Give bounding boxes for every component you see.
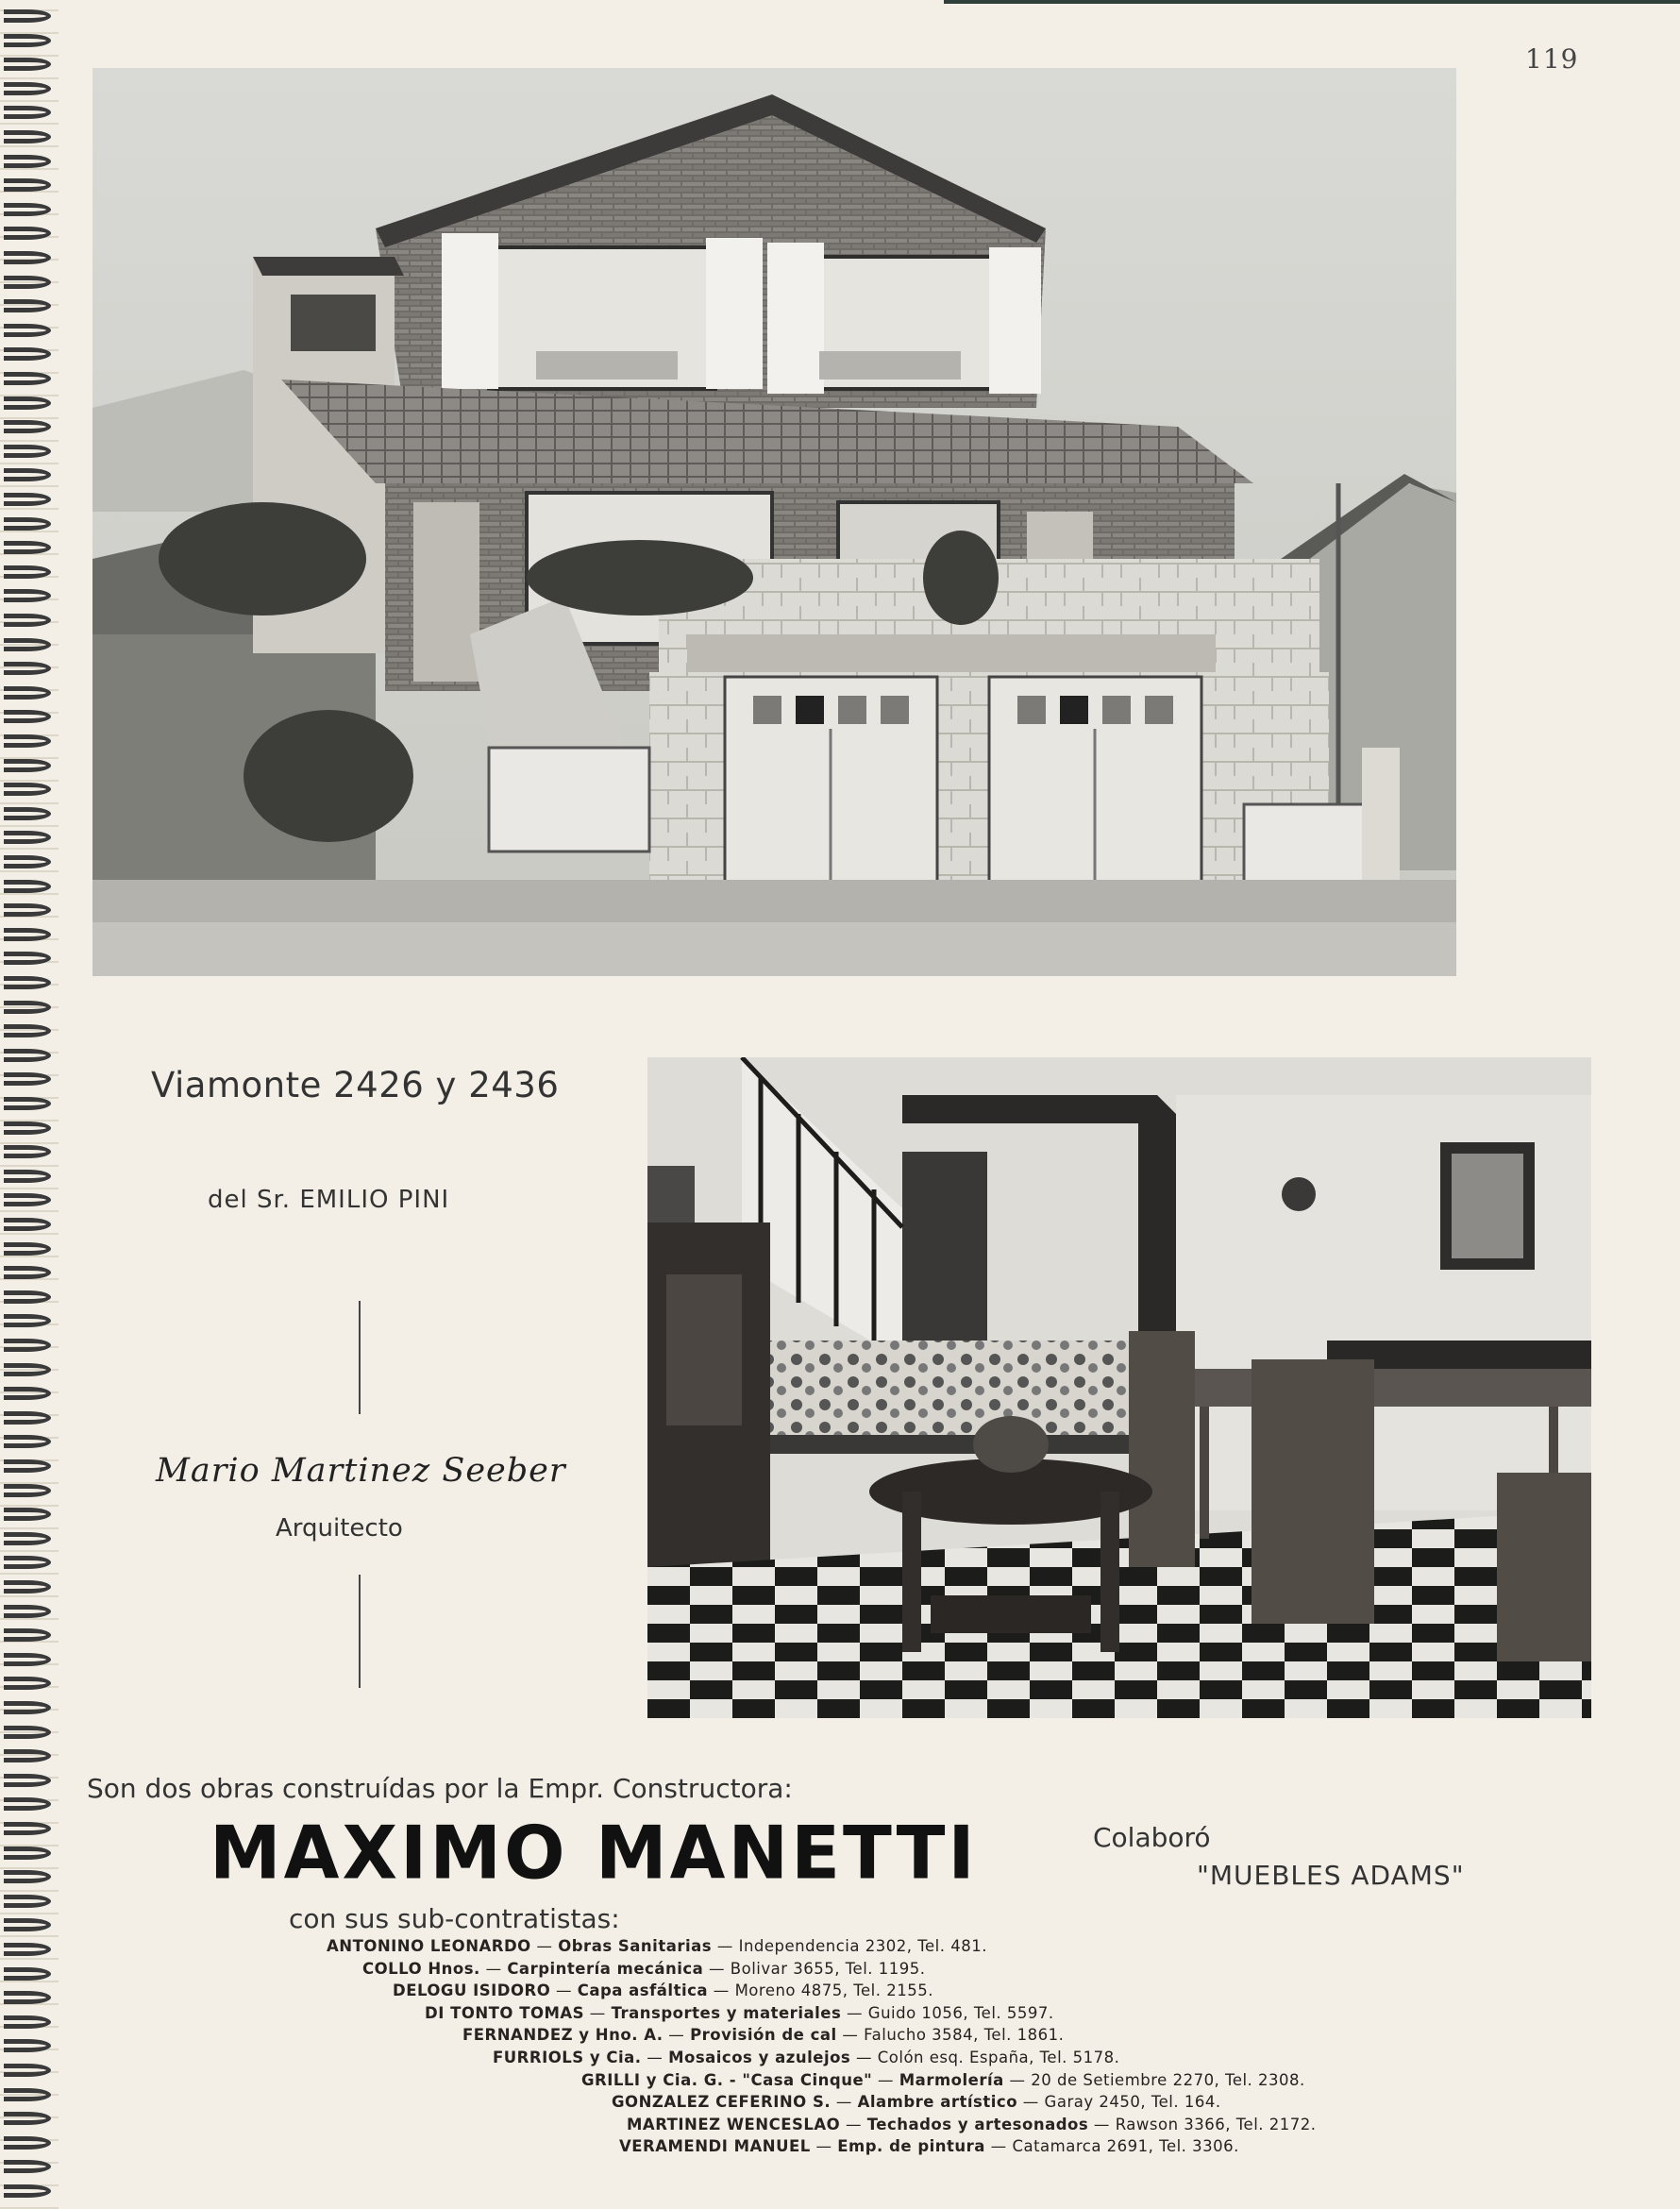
subcontractor-trade: Marmolería (899, 2070, 1004, 2089)
spiral-coil (4, 517, 51, 531)
spiral-coil (4, 565, 51, 579)
spiral-coil (4, 1508, 51, 1521)
spiral-coil (4, 178, 51, 192)
separator-dash: — (708, 1981, 735, 2000)
spiral-coil (4, 1556, 51, 1569)
subcontractor-trade: Techados y artesonados (866, 2115, 1089, 2133)
subcontractor-trade: Mosaicos y azulejos (668, 2049, 851, 2066)
separator-dash: — (479, 1959, 508, 1978)
house-exterior-photo (92, 68, 1456, 976)
spiral-coil (4, 1677, 51, 1690)
separator-dash: — (530, 1937, 559, 1955)
subcontractor-name: GONZALEZ CEFERINO S. (612, 2093, 832, 2112)
spiral-coil (4, 155, 51, 168)
subcontractor-trade: Transportes y materiales (611, 2003, 842, 2022)
subcontractor-entry (627, 2116, 1317, 2133)
owner-caption: del Sr. EMILIO PINI (208, 1186, 450, 1214)
spiral-coil (4, 783, 51, 796)
separator-dash: — (831, 2093, 858, 2112)
spiral-coil (4, 372, 51, 385)
spiral-coil (4, 1846, 51, 1860)
subcontractor-trade: Carpintería mecánica (507, 1959, 704, 1978)
builder-company-name: MAXIMO MANETTI (210, 1810, 978, 1896)
subcontractor-trade: Capa asfáltica (577, 1981, 709, 2000)
subcontractor-name: DI TONTO TOMAS (425, 2003, 585, 2022)
subcontractor-address: Garay 2450, Tel. 164. (1044, 2093, 1221, 2112)
spiral-coil (4, 1218, 51, 1231)
spiral-coil (4, 1314, 51, 1327)
separator-dash: — (703, 1959, 731, 1978)
subcontractor-name: ANTONINO LEONARDO (327, 1937, 531, 1955)
subcontractor-trade: Provisión de cal (690, 2026, 837, 2045)
subcontractor-entry (462, 2026, 1064, 2044)
spiral-coil (4, 1580, 51, 1594)
separator-dash: — (1017, 2093, 1045, 2112)
spiral-coil (4, 1628, 51, 1642)
subcontractor-entry (327, 1937, 987, 1955)
spiral-coil (4, 759, 51, 772)
spiral-coil (4, 2015, 51, 2029)
spiral-coil (4, 589, 51, 602)
subcontractor-name: FERNANDEZ y Hno. A. (462, 2026, 664, 2045)
subcontractor-entry (493, 2049, 1119, 2066)
subcontractor-address: Falucho 3584, Tel. 1861. (864, 2026, 1065, 2045)
spiral-coil (4, 1701, 51, 1714)
spiral-coil (4, 1049, 51, 1062)
subcontractor-address: Guido 1056, Tel. 5597. (867, 2003, 1054, 2022)
spiral-coil (4, 468, 51, 481)
spiral-coil (4, 227, 51, 240)
separator-dash: — (836, 2026, 865, 2045)
divider-line (359, 1575, 361, 1688)
spiral-coil (4, 1266, 51, 1279)
spiral-coil (4, 130, 51, 143)
subcontractor-address: 20 de Setiembre 2270, Tel. 2308. (1031, 2070, 1305, 2089)
spiral-coil (4, 1967, 51, 1981)
spiral-coil (4, 686, 51, 700)
spiral-coil (4, 807, 51, 820)
spiral-coil (4, 2160, 51, 2173)
spiral-coil (4, 1774, 51, 1787)
spiral-coil (4, 541, 51, 554)
architect-name: Mario Martinez Seeber (156, 1452, 566, 1490)
spiral-coil (4, 420, 51, 433)
spiral-coil (4, 880, 51, 893)
spiral-coil (4, 106, 51, 119)
collaborator-label: Colaboró (1093, 1822, 1211, 1853)
subcontractor-name: GRILLI y Cia. G. - "Casa Cinque" (581, 2070, 873, 2089)
spiral-coil (4, 1918, 51, 1931)
spiral-coil (4, 82, 51, 95)
subcontractor-address: Catamarca 2691, Tel. 3306. (1012, 2137, 1239, 2156)
spiral-coil (4, 1459, 51, 1473)
address-caption: Viamonte 2426 y 2436 (151, 1065, 560, 1105)
builder-intro: Son dos obras construídas por la Empr. Constructora: (87, 1773, 793, 1804)
spiral-coil (4, 976, 51, 989)
collaborator-name: "MUEBLES ADAMS" (1197, 1860, 1465, 1891)
subcontractor-trade: Alambre artístico (857, 2093, 1018, 2112)
subcontractor-entry (581, 2071, 1305, 2089)
spiral-coil (4, 2184, 51, 2198)
separator-dash: — (1003, 2070, 1032, 2089)
subcontractor-address: Rawson 3366, Tel. 2172. (1115, 2115, 1317, 2133)
spiral-coil (4, 276, 51, 289)
spiral-coil (4, 1822, 51, 1835)
spiral-coil (4, 2039, 51, 2052)
spiral-coil (4, 324, 51, 337)
separator-dash: — (840, 2115, 867, 2133)
subcontractor-address: Colón esq. España, Tel. 5178. (877, 2049, 1120, 2066)
separator-dash: — (841, 2003, 868, 2022)
spiral-coil (4, 203, 51, 216)
spiral-coil (4, 299, 51, 312)
separator-dash: — (872, 2070, 899, 2089)
spiral-coil (4, 1605, 51, 1618)
spiral-coil (4, 2064, 51, 2077)
spiral-coil (4, 1895, 51, 1908)
spiral-coil (4, 1797, 51, 1811)
spiral-coil (4, 445, 51, 458)
separator-dash: — (550, 1981, 578, 2000)
spiral-coil (4, 1749, 51, 1762)
spiral-coil (4, 1943, 51, 1956)
spiral-coil (4, 2136, 51, 2150)
spiral-coil (4, 396, 51, 410)
spiral-coil (4, 2088, 51, 2101)
subcontractor-name: VERAMENDI MANUEL (619, 2137, 811, 2156)
spiral-coil (4, 903, 51, 917)
spiral-coil (4, 347, 51, 361)
separator-dash: — (810, 2137, 838, 2156)
spiral-coil (4, 614, 51, 627)
spiral-coil (4, 9, 51, 23)
subcontractors-intro: con sus sub-contratistas: (289, 1903, 620, 1934)
spiral-coil (4, 34, 51, 47)
spiral-coil (4, 734, 51, 748)
spiral-coil (4, 662, 51, 675)
spiral-coil (4, 855, 51, 868)
spiral-coil (4, 1387, 51, 1400)
spiral-coil (4, 1726, 51, 1739)
separator-dash: — (850, 2049, 878, 2066)
spiral-coil (4, 1001, 51, 1014)
architect-role: Arquitecto (276, 1514, 403, 1543)
spiral-coil (4, 58, 51, 71)
spiral-coil (4, 1097, 51, 1110)
spiral-coil (4, 1411, 51, 1425)
subcontractor-address: Moreno 4875, Tel. 2155. (734, 1981, 933, 2000)
subcontractor-trade: Obras Sanitarias (558, 1937, 713, 1955)
subcontractor-address: Bolivar 3655, Tel. 1195. (730, 1959, 926, 1978)
spiral-coil (4, 952, 51, 965)
subcontractor-name: COLLO Hnos. (362, 1959, 480, 1978)
spiral-coil (4, 251, 51, 264)
spiral-binding (0, 0, 59, 2209)
subcontractor-entry (425, 2004, 1054, 2022)
spiral-coil (4, 1484, 51, 1497)
spiral-coil (4, 1532, 51, 1545)
spiral-coil (4, 1170, 51, 1183)
spiral-coil (4, 1435, 51, 1448)
spiral-coil (4, 831, 51, 844)
spiral-coil (4, 1653, 51, 1666)
spiral-coil (4, 1242, 51, 1256)
separator-dash: — (712, 1937, 739, 1955)
separator-dash: — (641, 2049, 669, 2066)
spiral-coil (4, 1290, 51, 1304)
subcontractor-name: FURRIOLS y Cia. (493, 2049, 642, 2066)
separator-dash: — (584, 2003, 612, 2022)
spiral-coil (4, 1121, 51, 1135)
spiral-coil (4, 1991, 51, 2004)
living-room-photo-icon (647, 1057, 1591, 1718)
subcontractor-entry (612, 2093, 1221, 2111)
separator-dash: — (663, 2026, 691, 2045)
subcontractor-trade: Emp. de pintura (837, 2137, 985, 2156)
spiral-coil (4, 928, 51, 941)
separator-dash: — (984, 2137, 1013, 2156)
living-room-interior-photo (647, 1057, 1591, 1718)
house-photo-icon (92, 68, 1456, 976)
page-number: 119 (1525, 43, 1579, 75)
separator-dash: — (1088, 2115, 1116, 2133)
subcontractor-entry (393, 1981, 933, 1999)
spiral-coil (4, 1193, 51, 1206)
spiral-coil (4, 1363, 51, 1376)
subcontractor-name: DELOGU ISIDORO (393, 1981, 551, 2000)
spiral-coil (4, 2112, 51, 2125)
divider-line (359, 1301, 361, 1414)
subcontractor-address: Independencia 2302, Tel. 481. (738, 1937, 987, 1955)
spiral-coil (4, 1339, 51, 1352)
spiral-coil (4, 1870, 51, 1883)
spiral-coil (4, 493, 51, 506)
spiral-coil (4, 638, 51, 651)
spiral-coil (4, 1024, 51, 1037)
spiral-coil (4, 1072, 51, 1086)
spiral-coil (4, 710, 51, 723)
subcontractor-entry (619, 2137, 1239, 2155)
subcontractor-name: MARTINEZ WENCESLAO (627, 2115, 841, 2133)
subcontractor-entry (362, 1960, 926, 1978)
top-edge-rule (944, 0, 1680, 4)
spiral-coil (4, 1145, 51, 1158)
